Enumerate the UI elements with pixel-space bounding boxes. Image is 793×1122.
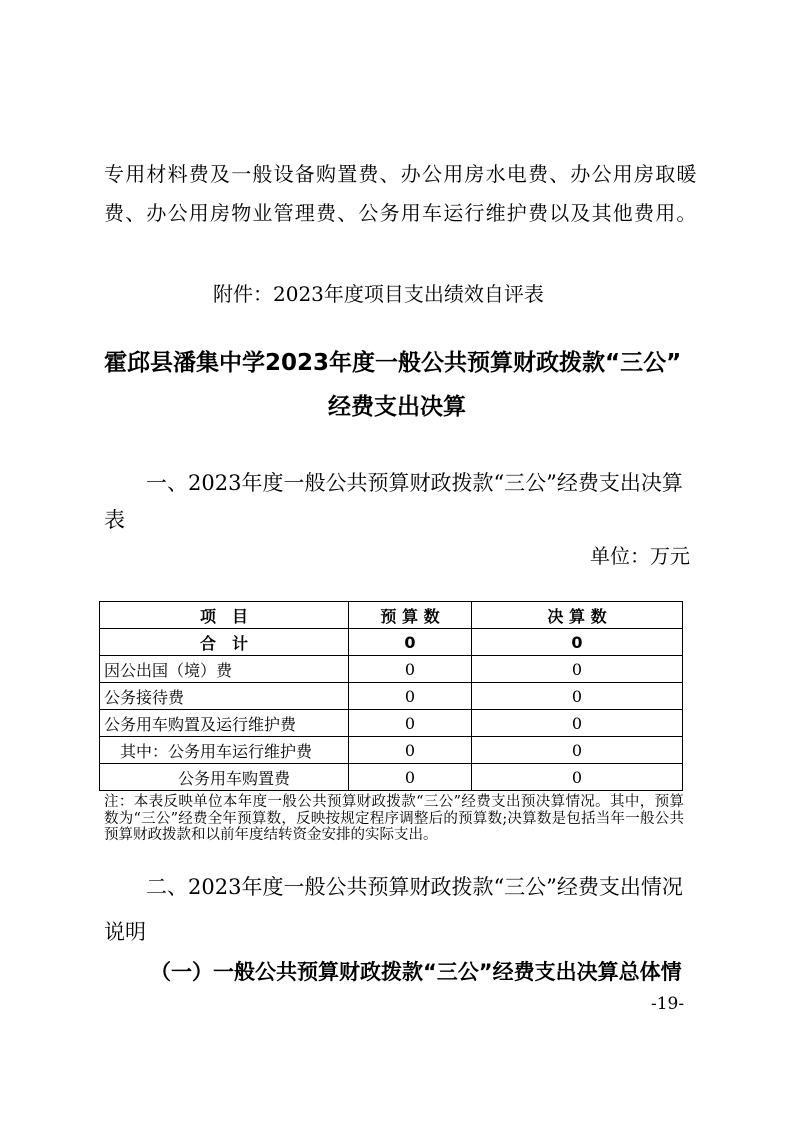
- row-budget: 0: [349, 683, 472, 710]
- page-number: -19-: [651, 994, 685, 1014]
- section-heading: 一、2023年度一般公共预算财政拨款“三公”经费支出决算: [146, 471, 683, 495]
- row-final: 0: [472, 656, 683, 683]
- page-title: 霍邱县潘集中学2023年度一般公共预算财政拨款“三公”: [104, 350, 682, 376]
- unit-label: 单位：万元: [590, 544, 690, 568]
- expense-table: [99, 601, 683, 791]
- header-final: 决 算 数: [472, 602, 683, 629]
- total-budget: 0: [349, 629, 472, 656]
- row-final: 0: [472, 710, 683, 737]
- subsection-heading: （一）一般公共预算财政拨款“三公”经费支出决算总体情: [150, 960, 682, 984]
- row-budget: 0: [349, 656, 472, 683]
- table-total-row: [100, 629, 683, 656]
- row-label: 公务用车购置及运行维护费: [100, 710, 349, 737]
- section-heading-cont: 表: [104, 508, 125, 532]
- row-label: 其中：公务用车运行维护费: [100, 737, 349, 764]
- row-budget: 0: [349, 737, 472, 764]
- table-note: 注：本表反映单位本年度一般公共预算财政拨款“三公”经费支出预决算情况。其中，预算数为“三公”经费全年预算数，反映按规定程序调整后的预算数;决算数是包括当年一般公共预算财政拨款和以前年度结转资金安排的实际支出。: [104, 794, 684, 843]
- total-label: 合 计: [100, 629, 349, 656]
- attachment-line: 附件：2023年度项目支出绩效自评表: [213, 282, 544, 306]
- row-final: 0: [472, 764, 683, 791]
- table-header-row: [100, 602, 683, 629]
- row-budget: 0: [349, 764, 472, 791]
- intro-line: 费、办公用房物业管理费、公务用车运行维护费以及其他费用。: [104, 201, 698, 225]
- row-label: 公务接待费: [100, 683, 349, 710]
- header-budget: 预 算 数: [349, 602, 472, 629]
- table-row: [100, 710, 683, 737]
- intro-line: 专用材料费及一般设备购置费、办公用房水电费、办公用房取暖: [104, 162, 698, 186]
- row-label: 因公出国（境）费: [100, 656, 349, 683]
- table-row: [100, 737, 683, 764]
- row-budget: 0: [349, 710, 472, 737]
- total-final: 0: [472, 629, 683, 656]
- header-item: 项 目: [100, 602, 349, 629]
- table-row: [100, 656, 683, 683]
- row-label: 公务用车购置费: [100, 764, 349, 791]
- table-row: [100, 764, 683, 791]
- section-heading: 二、2023年度一般公共预算财政拨款“三公”经费支出情况: [146, 875, 683, 899]
- row-final: 0: [472, 683, 683, 710]
- table-row: [100, 683, 683, 710]
- section-heading-cont: 说明: [104, 920, 146, 944]
- page-title-line2: 经费支出决算: [328, 394, 466, 420]
- row-final: 0: [472, 737, 683, 764]
